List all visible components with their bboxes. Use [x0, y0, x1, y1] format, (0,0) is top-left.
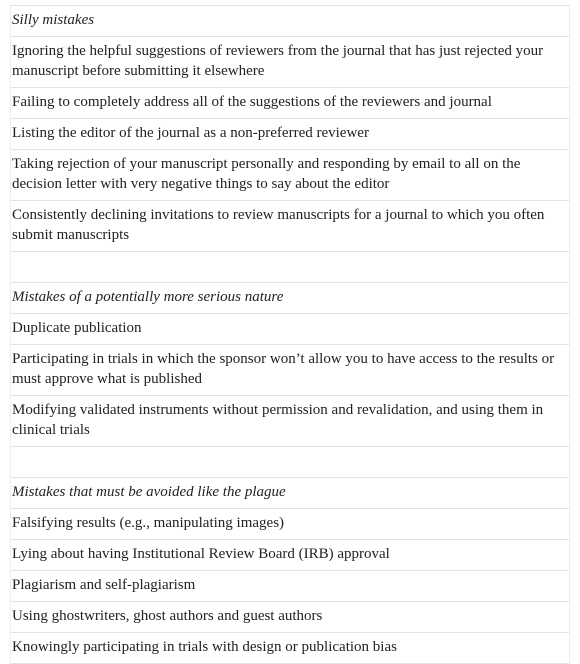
- row-text: Plagiarism and self-plagiarism: [12, 577, 196, 593]
- table-row: [10, 602, 570, 633]
- row-text: Taking rejection of your manuscript personally and responding by email to all on the decision letter with very negative things to say about the editor: [12, 156, 521, 192]
- section-heading: [10, 478, 570, 509]
- spacer-row: [10, 447, 570, 478]
- row-text: Ignoring the helpful suggestions of reviewers from the journal that has just rejected your manuscript before submitting it elsewhere: [12, 43, 544, 79]
- section-heading-text: Mistakes that must be avoided like the plague: [12, 484, 286, 500]
- row-text: Consistently declining invitations to review manuscripts for a journal to which you often submit manuscripts: [12, 207, 545, 243]
- row-text: Duplicate publication: [12, 320, 142, 336]
- row-text: Knowingly participating in trials with design or publication bias: [12, 639, 397, 655]
- table-row: [10, 37, 570, 88]
- section-heading: [10, 283, 570, 314]
- table-row: [10, 88, 570, 119]
- table-row: [10, 314, 570, 345]
- table-row: [10, 345, 570, 396]
- row-text: Participating in trials in which the sponsor won’t allow you to have access to the results or must approve what is published: [12, 351, 555, 387]
- table-row: [10, 509, 570, 540]
- table-row: [10, 396, 570, 447]
- spacer-row: [10, 252, 570, 283]
- row-text: Modifying validated instruments without permission and revalidation, and using them in clinical trials: [12, 402, 544, 438]
- section-heading: [10, 6, 570, 37]
- section-heading-text: Silly mistakes: [12, 12, 95, 28]
- table-row: [10, 119, 570, 150]
- row-text: Lying about having Institutional Review Board (IRB) approval: [12, 546, 390, 562]
- table-row: [10, 150, 570, 201]
- section-heading-text: Mistakes of a potentially more serious nature: [12, 289, 284, 305]
- table-row: [10, 540, 570, 571]
- row-text: Listing the editor of the journal as a non-preferred reviewer: [12, 125, 369, 141]
- table-row: [10, 633, 570, 664]
- table-row: [10, 201, 570, 252]
- mistakes-table: [10, 5, 570, 664]
- row-text: Failing to completely address all of the suggestions of the reviewers and journal: [12, 94, 492, 110]
- row-text: Using ghostwriters, ghost authors and guest authors: [12, 608, 323, 624]
- table-row: [10, 571, 570, 602]
- row-text: Falsifying results (e.g., manipulating images): [12, 515, 285, 531]
